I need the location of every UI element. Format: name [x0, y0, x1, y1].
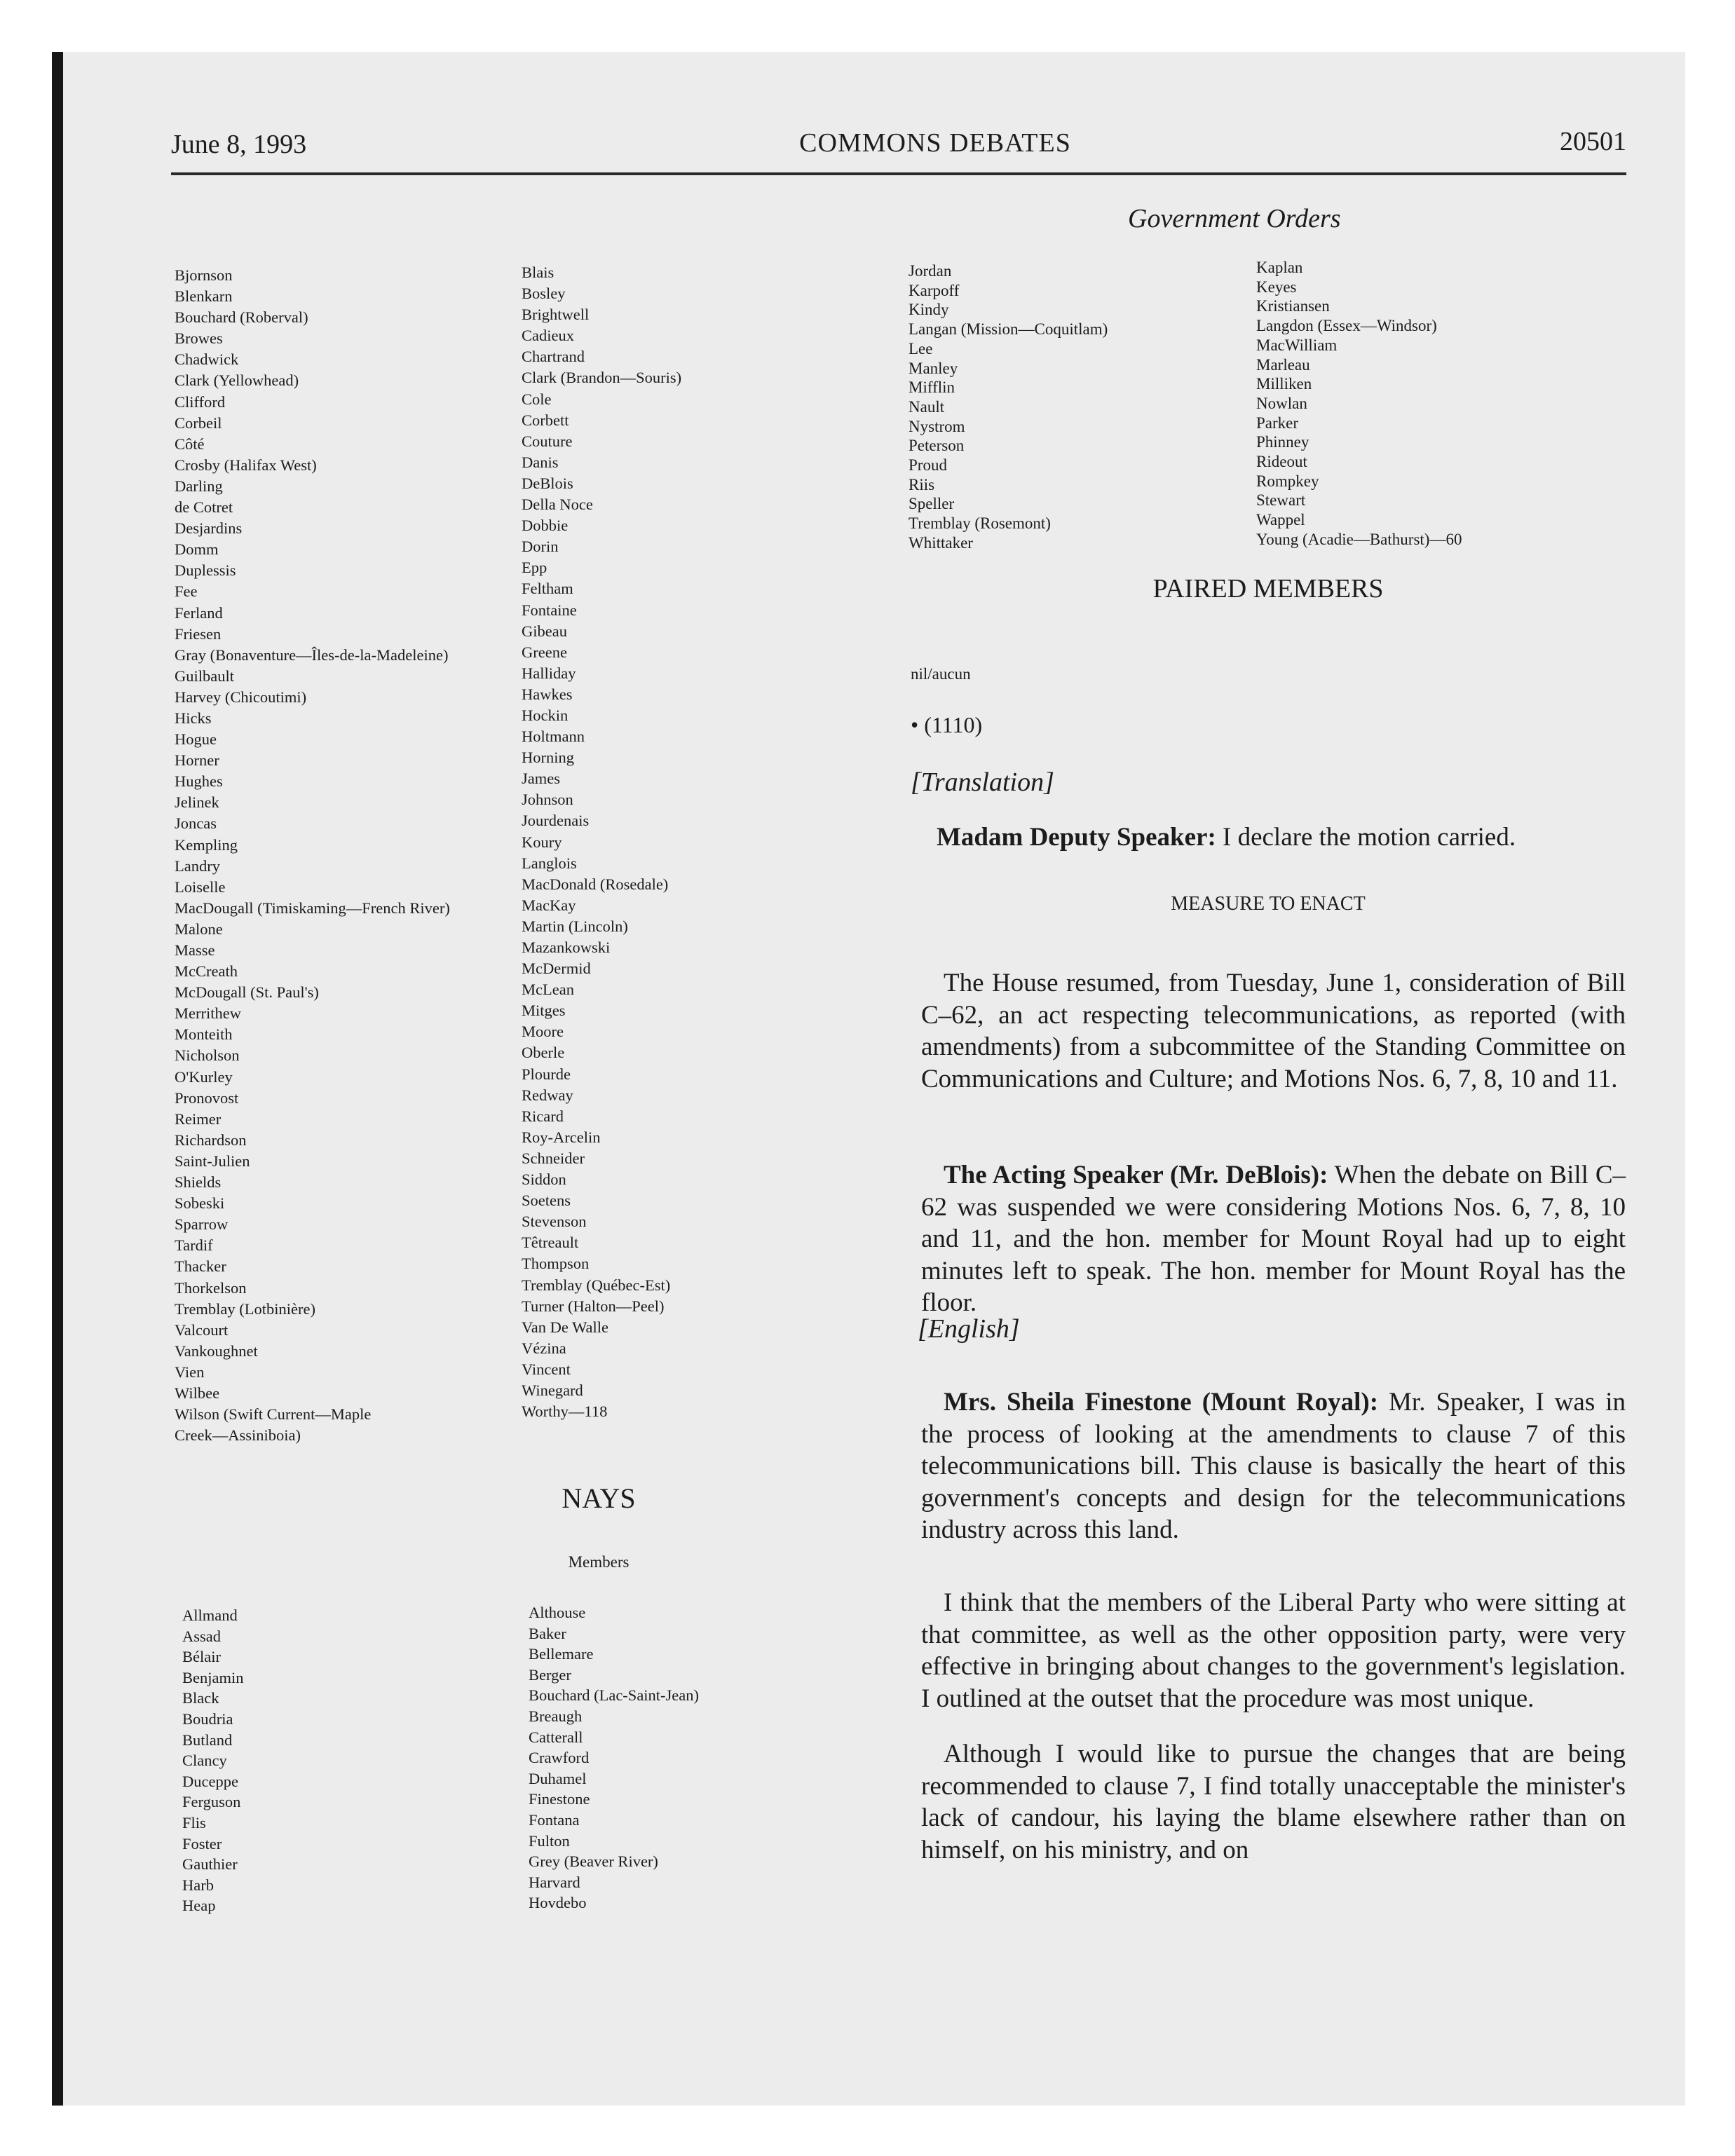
- member-name: Koury: [522, 833, 562, 851]
- member-name: Riis: [909, 475, 935, 493]
- member-name: Jourdenais: [522, 812, 590, 830]
- member-name: Winegard: [522, 1381, 583, 1399]
- member-name: Gibeau: [522, 622, 567, 640]
- member-name: Reimer: [175, 1110, 222, 1128]
- member-name: Loiselle: [175, 878, 226, 896]
- member-name: Saint-Julien: [175, 1152, 250, 1170]
- member-name: Feltham: [522, 580, 573, 598]
- member-name: MacWilliam: [1256, 336, 1338, 354]
- member-name: Tremblay (Lotbinière): [175, 1299, 315, 1318]
- member-name: Foster: [182, 1834, 222, 1853]
- member-name: Boudria: [182, 1710, 233, 1728]
- member-name: Masse: [175, 941, 215, 959]
- member-name: Finestone: [529, 1790, 590, 1808]
- member-name: Grey (Beaver River): [529, 1853, 658, 1871]
- member-name: Heap: [182, 1897, 216, 1915]
- member-name: Kristiansen: [1256, 297, 1330, 315]
- member-name: Malone: [175, 920, 223, 938]
- member-name: Hogue: [175, 730, 217, 749]
- member-name: Horning: [522, 749, 574, 767]
- nays-column-1: [182, 1605, 243, 1916]
- paired-value: nil/aucun: [911, 665, 971, 683]
- member-name: Nystrom: [909, 417, 965, 435]
- member-name: Johnson: [522, 791, 573, 809]
- member-name: Harvey (Chicoutimi): [175, 688, 307, 706]
- member-name: Blenkarn: [175, 287, 233, 306]
- member-name: Thacker: [175, 1257, 226, 1276]
- member-name: Couture: [522, 432, 573, 450]
- member-name: Redway: [522, 1086, 573, 1104]
- member-name: Brightwell: [522, 306, 590, 324]
- member-name: Browes: [175, 329, 223, 348]
- member-name: Mazankowski: [522, 939, 611, 956]
- member-name: Holtmann: [522, 728, 585, 746]
- member-name: Berger: [529, 1665, 571, 1684]
- member-name: James: [522, 770, 560, 788]
- member-name: MacDonald (Rosedale): [522, 875, 669, 893]
- member-name: Langlois: [522, 854, 577, 872]
- time-marker: • (1110): [911, 712, 983, 737]
- member-name: Pronovost: [175, 1089, 239, 1107]
- member-name: Dobbie: [522, 517, 569, 535]
- member-name: Corbett: [522, 411, 569, 429]
- member-name: Turner (Halton—Peel): [522, 1297, 665, 1315]
- nays-subheading: Members: [568, 1553, 630, 1571]
- yeas-column-2: [522, 262, 681, 1422]
- member-name: Benjamin: [182, 1668, 244, 1686]
- member-name: Thompson: [522, 1255, 590, 1273]
- member-name: Proud: [909, 456, 947, 475]
- member-name: O'Kurley: [175, 1067, 233, 1086]
- member-name: DeBlois: [522, 474, 573, 492]
- member-name: Domm: [175, 540, 219, 559]
- member-name: Marleau: [1256, 355, 1310, 374]
- speaker-name: The Acting Speaker (Mr. DeBlois):: [944, 1161, 1328, 1189]
- member-name: Harb: [182, 1876, 214, 1894]
- member-name: Tremblay (Rosemont): [909, 514, 1051, 533]
- member-name: McCreath: [175, 962, 238, 981]
- member-name: Fontana: [529, 1810, 580, 1829]
- member-name: Horner: [175, 751, 219, 770]
- member-name: Thorkelson: [175, 1278, 247, 1297]
- member-name: Gauthier: [182, 1855, 238, 1874]
- member-name: MacKay: [522, 896, 576, 914]
- member-name: Hawkes: [522, 685, 573, 703]
- member-name: Tremblay (Québec-Est): [522, 1276, 671, 1294]
- member-name: Bélair: [182, 1648, 221, 1666]
- member-name: Fee: [175, 582, 198, 601]
- member-name: Halliday: [522, 664, 576, 682]
- member-name: Stewart: [1256, 491, 1306, 510]
- resumed-paragraph: The House resumed, from Tuesday, June 1, consideration of Bill C–62, an act respecting telecommunications, as reported (with amendments) from a subcommittee of the Standing Committee on Communications and Culture; and Motions Nos. 6, 7, 8, 10 and 11.: [921, 969, 1626, 1093]
- member-name: Schneider: [522, 1149, 585, 1167]
- member-name: Sobeski: [175, 1194, 225, 1213]
- member-name: Vincent: [522, 1360, 571, 1378]
- member-name: Martin (Lincoln): [522, 917, 628, 935]
- member-name: Whittaker: [909, 533, 973, 552]
- member-name: Keyes: [1256, 278, 1297, 296]
- paragraph-clause-7: Although I would like to pursue the changes that are being recommended to clause 7, I find totally unacceptable the minister's lack of candour, his laying the blame elsewhere rather than on himself, on his ministry, and on: [921, 1740, 1626, 1864]
- speaker-name: Madam Deputy Speaker:: [937, 823, 1216, 852]
- member-name: Speller: [909, 495, 955, 513]
- member-name: Tardif: [175, 1236, 213, 1255]
- member-name: de Cotret: [175, 498, 233, 517]
- member-name: Mitges: [522, 1002, 566, 1020]
- member-name: Rideout: [1256, 453, 1307, 471]
- member-name: Shields: [175, 1173, 222, 1192]
- member-name: Clark (Yellowhead): [175, 371, 299, 390]
- member-name: Jelinek: [175, 793, 219, 812]
- member-name: Karpoff: [909, 281, 960, 299]
- member-name: Ferland: [175, 603, 223, 622]
- nays-column-2: [529, 1602, 699, 1913]
- member-name: Van De Walle: [522, 1318, 608, 1336]
- member-name: Côté: [175, 435, 205, 453]
- nays-heading: NAYS: [562, 1482, 636, 1514]
- member-name: Greene: [522, 643, 567, 661]
- member-name: Hockin: [522, 706, 569, 724]
- member-name: Young (Acadie—Bathurst)—60: [1256, 530, 1462, 548]
- member-name: Clark (Brandon—Souris): [522, 369, 682, 387]
- member-name: Siddon: [522, 1171, 566, 1189]
- member-name: Monteith: [175, 1025, 233, 1044]
- member-name: Oberle: [522, 1044, 565, 1062]
- member-name: Langan (Mission—Coquitlam): [909, 320, 1108, 339]
- member-name: Nowlan: [1256, 394, 1307, 412]
- member-name: Soetens: [522, 1192, 571, 1210]
- member-name: Baker: [529, 1624, 566, 1642]
- member-name: Black: [182, 1689, 219, 1707]
- header-date: June 8, 1993: [171, 130, 307, 159]
- yeas-column-1: [175, 265, 450, 1446]
- statement-text: When the debate on Bill C–62 was suspended we were considering Motions Nos. 6, 7, 8, 10 and 11, and the hon. member for Mount Royal had up to eight minutes left to speak. The hon. member for Mount Royal has the floor.: [921, 1161, 1626, 1317]
- member-name: Parker: [1256, 414, 1299, 432]
- member-name: Della Noce: [522, 496, 593, 514]
- member-name: Vankoughnet: [175, 1342, 258, 1360]
- deputy-speaker-statement: [937, 821, 1641, 854]
- member-name: McLean: [522, 981, 574, 999]
- member-name: Cadieux: [522, 327, 574, 345]
- member-name: Kaplan: [1256, 259, 1303, 276]
- member-name: Bouchard (Lac-Saint-Jean): [529, 1686, 700, 1705]
- member-name: Nault: [909, 397, 945, 416]
- yeas-column-3: [909, 261, 1108, 553]
- member-name: Desjardins: [175, 519, 243, 538]
- finestone-paragraph: [921, 1386, 1626, 1546]
- member-name: Jordan: [909, 262, 952, 280]
- member-name: Creek—Assiniboia): [175, 1426, 301, 1445]
- member-name: Hughes: [175, 772, 223, 791]
- member-name: Rompkey: [1256, 472, 1319, 490]
- member-name: Cole: [522, 390, 552, 408]
- member-name: Blais: [522, 264, 554, 281]
- member-name: Duplessis: [175, 561, 236, 580]
- member-name: Phinney: [1256, 433, 1309, 451]
- member-name: Wilson (Swift Current—Maple: [175, 1405, 372, 1424]
- member-name: Chadwick: [175, 350, 239, 369]
- member-name: Richardson: [175, 1131, 247, 1149]
- member-name: Flis: [182, 1813, 206, 1831]
- member-name: Sparrow: [175, 1215, 229, 1234]
- member-name: Worthy—118: [522, 1403, 608, 1421]
- statement-text: Mr. Speaker, I was in the process of looking at the amendments to clause 7 of this telecommunications bill. This clause is basically the heart of this government's concepts and design for the telecommunications industry across this land.: [921, 1388, 1626, 1544]
- member-name: Kempling: [175, 835, 238, 854]
- member-name: Butland: [182, 1731, 233, 1749]
- member-name: Duceppe: [182, 1772, 238, 1790]
- member-name: Têtreault: [522, 1234, 579, 1252]
- member-name: Lee: [909, 339, 933, 357]
- member-name: Hovdebo: [529, 1894, 587, 1912]
- page: [52, 52, 1685, 2106]
- member-name: Darling: [175, 477, 223, 495]
- member-name: Roy-Arcelin: [522, 1128, 601, 1146]
- member-name: Ferguson: [182, 1793, 241, 1811]
- member-name: Valcourt: [175, 1321, 229, 1339]
- header-title: COMMONS DEBATES: [799, 128, 1071, 158]
- member-name: Epp: [522, 559, 547, 577]
- acting-speaker-paragraph: [921, 1159, 1626, 1319]
- yeas-column-4: [1256, 258, 1462, 550]
- member-name: McDougall (St. Paul's): [175, 983, 319, 1002]
- header-rule: [171, 172, 1626, 175]
- member-name: Clifford: [175, 393, 226, 411]
- member-name: Vézina: [522, 1339, 566, 1357]
- member-name: Stevenson: [522, 1213, 587, 1231]
- measure-heading: MEASURE TO ENACT: [1171, 893, 1366, 915]
- member-name: Althouse: [529, 1604, 586, 1621]
- member-name: Allmand: [182, 1606, 238, 1624]
- member-name: Chartrand: [522, 348, 585, 366]
- member-name: Nicholson: [175, 1046, 240, 1065]
- member-name: Dorin: [522, 538, 559, 556]
- member-name: Kindy: [909, 301, 949, 319]
- member-name: Landry: [175, 857, 220, 875]
- member-name: MacDougall (Timiskaming—French River): [175, 899, 450, 917]
- page-number: 20501: [1560, 127, 1626, 156]
- member-name: Wilbee: [175, 1384, 220, 1402]
- member-name: Vien: [175, 1363, 205, 1381]
- member-name: Bjornson: [175, 266, 233, 284]
- speaker-name: Mrs. Sheila Finestone (Mount Royal):: [944, 1388, 1379, 1417]
- member-name: Milliken: [1256, 375, 1312, 393]
- member-name: Gray (Bonaventure—Îles-de-la-Madeleine): [175, 646, 449, 664]
- member-name: McDermid: [522, 960, 591, 978]
- member-name: Hicks: [175, 709, 212, 727]
- section-label: Government Orders: [1128, 204, 1341, 233]
- member-name: Manley: [909, 359, 958, 377]
- member-name: Bellemare: [529, 1645, 594, 1663]
- english-tag: [English]: [918, 1314, 1020, 1344]
- member-name: Bosley: [522, 285, 566, 303]
- member-name: Crawford: [529, 1749, 590, 1767]
- member-name: Joncas: [175, 814, 217, 833]
- member-name: Peterson: [909, 437, 965, 455]
- member-name: Plourde: [522, 1065, 571, 1083]
- member-name: Assad: [182, 1627, 221, 1645]
- member-name: Fulton: [529, 1831, 570, 1850]
- member-name: Catterall: [529, 1728, 583, 1746]
- member-name: Merrithew: [175, 1004, 241, 1023]
- statement-text: I declare the motion carried.: [1216, 823, 1516, 852]
- member-name: Crosby (Halifax West): [175, 456, 317, 474]
- member-name: Guilbault: [175, 667, 234, 685]
- member-name: Langdon (Essex—Windsor): [1256, 317, 1437, 335]
- paragraph-liberal-party: I think that the members of the Liberal Party who were sitting at that committee, as well as the other opposition party, were very effective in bringing about changes to the government's legislation. I outlined at the outset that the procedure was most unique.: [921, 1588, 1626, 1713]
- member-name: Harvard: [529, 1873, 580, 1891]
- translation-tag: [Translation]: [911, 767, 1054, 797]
- member-name: Danis: [522, 453, 559, 471]
- paired-members-heading: PAIRED MEMBERS: [1152, 574, 1384, 603]
- member-name: Moore: [522, 1023, 564, 1041]
- member-name: Fontaine: [522, 601, 577, 619]
- member-name: Duhamel: [529, 1769, 587, 1787]
- member-name: Bouchard (Roberval): [175, 308, 308, 327]
- member-name: Corbeil: [175, 414, 222, 432]
- member-name: Clancy: [182, 1752, 227, 1770]
- member-name: Wappel: [1256, 511, 1305, 529]
- member-name: Ricard: [522, 1107, 564, 1125]
- member-name: Friesen: [175, 625, 222, 643]
- member-name: Mifflin: [909, 378, 955, 397]
- member-name: Breaugh: [529, 1707, 583, 1725]
